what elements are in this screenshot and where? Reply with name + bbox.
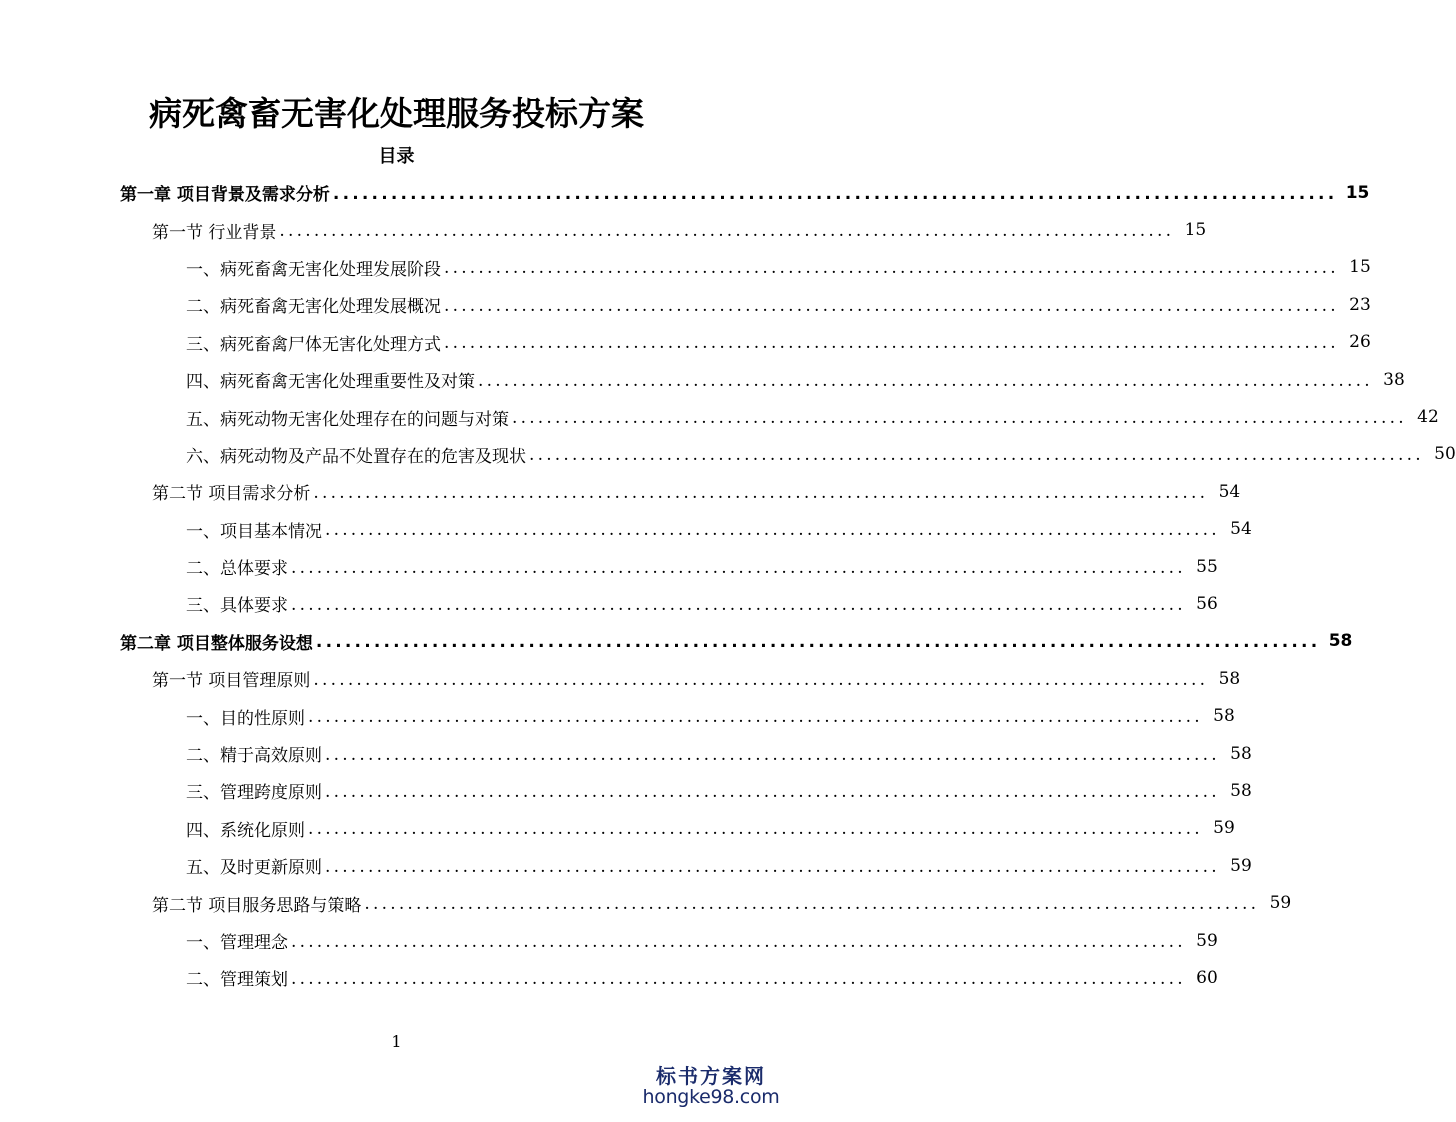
toc-entry-page: 55: [1196, 556, 1218, 577]
toc-leader: ........................................................................................................: [444, 258, 1339, 279]
toc-leader: ........................................................................................................: [291, 594, 1186, 615]
toc-entry-page: 50: [1434, 444, 1456, 465]
toc-leader: ........................................................................................................: [291, 557, 1186, 578]
toc-entry-label: 一、目的性原则: [186, 708, 305, 729]
toc-entry-label: 二、总体要求: [186, 559, 288, 580]
toc-entry-page: 60: [1196, 967, 1218, 988]
toc-entry-page: 58: [1230, 780, 1252, 801]
toc-leader: ........................................................................................................: [308, 707, 1203, 728]
toc-entry[interactable]: [0, 436, 1456, 473]
toc-leader: ........................................................................................................: [444, 333, 1339, 354]
toc-entry[interactable]: [0, 585, 1218, 622]
toc-entry[interactable]: [0, 398, 1439, 435]
toc-entry-page: 15: [1184, 220, 1207, 241]
toc-leader: ........................................................................................................: [313, 669, 1209, 690]
toc-entry-label: 第二节 项目需求分析: [152, 484, 311, 505]
toc-entry-page: 54: [1230, 519, 1252, 540]
toc-entry-page: 54: [1218, 481, 1241, 502]
toc-leader: ........................................................................................................: [478, 370, 1373, 391]
table-of-contents: [0, 174, 1456, 997]
toc-entry-page: 38: [1383, 369, 1405, 390]
toc-entry-label: 第一章 项目背景及需求分析: [120, 185, 330, 206]
toc-entry[interactable]: [0, 548, 1218, 585]
toc-entry-label: 三、具体要求: [186, 596, 288, 617]
toc-entry[interactable]: [0, 660, 1241, 697]
toc-leader: ........................................................................................................: [325, 744, 1220, 765]
toc-entry-page: 42: [1417, 407, 1439, 428]
toc-leader: ........................................................................................................: [325, 856, 1220, 877]
toc-entry[interactable]: [0, 286, 1371, 323]
page-number: 1: [391, 1032, 402, 1051]
toc-entry-label: 一、病死畜禽无害化处理发展阶段: [186, 259, 441, 280]
toc-entry-label: 一、项目基本情况: [186, 521, 322, 542]
toc-entry-page: 59: [1196, 930, 1218, 951]
toc-leader: ........................................................................................................: [279, 221, 1175, 242]
toc-entry[interactable]: [0, 810, 1235, 847]
toc-leader: ........................................................................................................: [325, 781, 1220, 802]
toc-entry-label: 第二节 项目服务思路与策略: [152, 895, 362, 916]
toc-entry[interactable]: [0, 847, 1252, 884]
toc-entry-page: 58: [1218, 668, 1241, 689]
toc-entry-label: 一、管理理念: [186, 933, 288, 953]
toc-leader: ........................................................................................................: [512, 408, 1407, 429]
toc-entry[interactable]: [0, 211, 1207, 248]
toc-leader: ........................................................................................................: [529, 445, 1424, 466]
toc-entry-page: 56: [1196, 593, 1218, 614]
toc-entry[interactable]: [0, 473, 1241, 510]
watermark-title: 标书方案网: [656, 1064, 766, 1089]
toc-entry[interactable]: [0, 623, 1353, 660]
toc-entry-label: 四、病死畜禽无害化处理重要性及对策: [186, 372, 475, 393]
toc-entry[interactable]: [0, 735, 1252, 772]
toc-entry-page: 59: [1213, 818, 1235, 839]
toc-entry[interactable]: [0, 249, 1371, 286]
toc-entry[interactable]: [0, 324, 1371, 361]
toc-entry-label: 二、病死畜禽无害化处理发展概况: [186, 297, 441, 318]
toc-entry-page: 58: [1328, 631, 1353, 652]
toc-entry[interactable]: [0, 361, 1405, 398]
toc-entry[interactable]: [0, 922, 1218, 959]
toc-leader: ........................................................................................................: [313, 482, 1209, 503]
toc-entry[interactable]: [0, 772, 1252, 809]
toc-heading: 目录: [378, 146, 415, 167]
toc-leader: ........................................................................................................: [364, 894, 1260, 915]
toc-entry-label: 二、管理策划: [186, 970, 288, 991]
toc-entry-page: 15: [1349, 257, 1371, 278]
watermark-url: hongke98.com: [642, 1086, 780, 1109]
toc-entry-page: 59: [1269, 893, 1292, 914]
toc-entry-label: 四、系统化原则: [186, 820, 305, 841]
toc-entry-label: 五、病死动物无害化处理存在的问题与对策: [186, 409, 509, 430]
toc-entry-label: 三、管理跨度原则: [186, 783, 322, 804]
toc-entry-page: 58: [1213, 706, 1235, 727]
toc-leader: ........................................................................................................: [325, 520, 1220, 541]
toc-leader: ........................................................................................................: [444, 295, 1339, 316]
toc-entry-label: 五、及时更新原则: [186, 858, 322, 879]
toc-leader: ........................................................................................................: [291, 931, 1186, 952]
toc-entry[interactable]: [0, 884, 1292, 921]
watermark-logo: [641, 1065, 781, 1108]
toc-entry[interactable]: [0, 959, 1218, 996]
toc-entry-label: 二、精于高效原则: [186, 746, 322, 767]
toc-entry-page: 59: [1230, 855, 1252, 876]
toc-entry-page: 26: [1349, 332, 1371, 353]
toc-entry-label: 第一节 项目管理原则: [152, 671, 311, 692]
toc-leader: ........................................................................................................: [308, 819, 1203, 840]
toc-leader: ........................................................................................................: [291, 968, 1186, 989]
toc-entry[interactable]: [0, 174, 1370, 211]
toc-entry-label: 第一节 行业背景: [152, 222, 277, 243]
toc-entry-label: 六、病死动物及产品不处置存在的危害及现状: [186, 446, 526, 467]
toc-entry-label: 三、病死畜禽尸体无害化处理方式: [186, 334, 441, 355]
toc-entry[interactable]: [0, 511, 1252, 548]
toc-leader: ........................................................................................................: [315, 632, 1321, 653]
toc-entry[interactable]: [0, 697, 1235, 734]
toc-entry-label: 第二章 项目整体服务设想: [120, 633, 313, 654]
toc-entry-page: 15: [1345, 182, 1370, 203]
toc-leader: ........................................................................................................: [332, 183, 1338, 204]
page-title: 病死禽畜无害化处理服务投标方案: [149, 94, 644, 133]
toc-entry-page: 58: [1230, 743, 1252, 764]
toc-entry-page: 23: [1349, 294, 1371, 315]
